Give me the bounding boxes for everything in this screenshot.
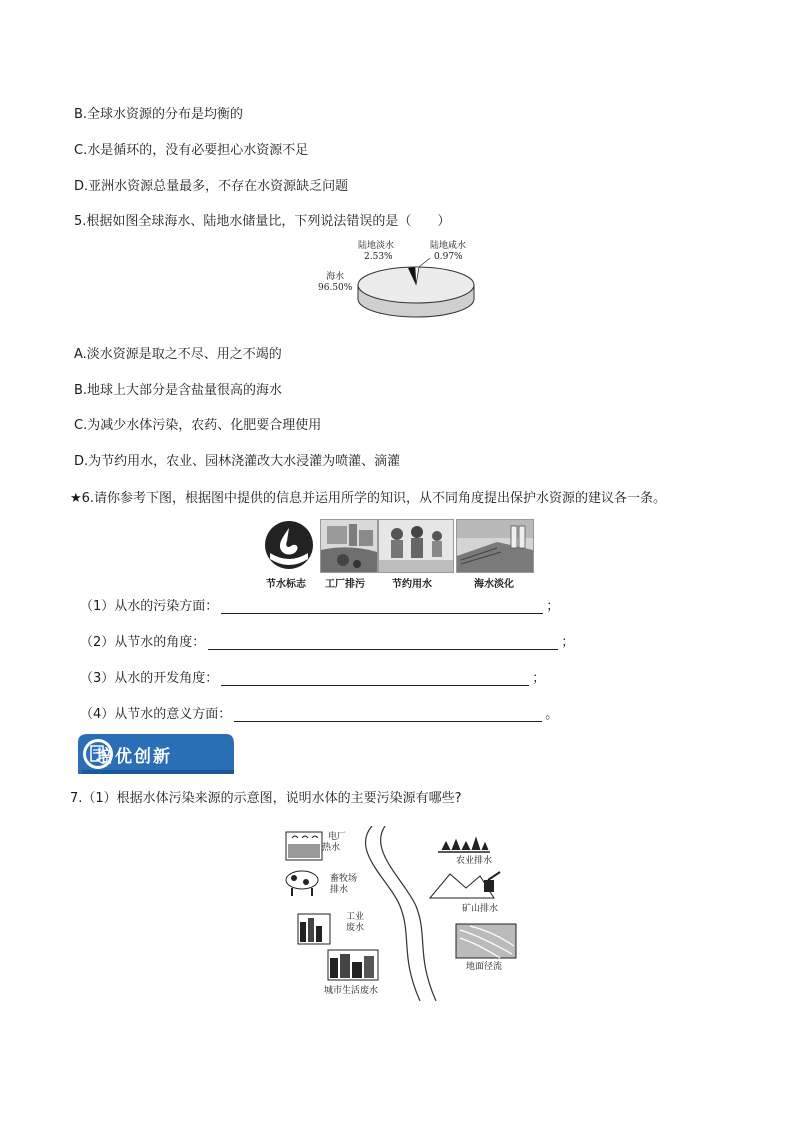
label-livestock-farm: 畜牧场 排水	[330, 874, 358, 895]
blank-3: （3）从水的开发角度： ；	[80, 671, 546, 686]
q5-option-d: D.为节约用水，农业、园林浇灌改大水浸灌为喷灌、滴灌	[74, 454, 401, 469]
option-c-prev: C.水是循环的，没有必要担心水资源不足	[74, 143, 309, 158]
answer-blank-3[interactable]	[221, 671, 529, 686]
question-6-stem: ★6.请你参考下图，根据图中提供的信息并运用所学的知识，从不同角度提出保护水资源的建议各一条。	[70, 491, 667, 506]
question-5-stem: 5.根据如图全球海水、陆地水储量比，下列说法错误的是（ ）	[74, 214, 451, 229]
save-water-image	[378, 519, 454, 573]
q5-option-a: A.淡水资源是取之不尽、用之不竭的	[74, 347, 282, 362]
label-power-plant: 电厂 热水	[322, 832, 347, 853]
mine-icon	[430, 872, 500, 898]
caption-desalination: 海水淡化	[474, 579, 514, 590]
caption-save-water: 节约用水	[392, 579, 432, 590]
option-b-prev: B.全球水资源的分布是均衡的	[74, 107, 244, 122]
factory-pollution-image	[320, 519, 378, 573]
option-d-prev: D.亚洲水资源总量最多，不存在水资源缺乏问题	[74, 179, 349, 194]
answer-blank-4[interactable]	[234, 707, 542, 722]
q5-option-b: B.地球上大部分是含盐量很高的海水	[74, 383, 283, 398]
caption-water-saving-logo: 节水标志	[266, 579, 306, 590]
label-runoff: 地面径流	[466, 962, 503, 972]
answer-blank-1[interactable]	[221, 599, 543, 614]
cow-icon	[286, 871, 318, 889]
label-city-wastewater: 城市生活废水	[324, 986, 379, 996]
question-7-stem: 7.（1）根据水体污染来源的示意图，说明水体的主要污染源有哪些?	[70, 791, 462, 806]
caption-factory-pollution: 工厂排污	[325, 579, 365, 590]
blank-1: （1）从水的污染方面： ；	[80, 599, 560, 614]
label-industry: 工业 废水	[346, 912, 365, 933]
label-mine: 矿山排水	[462, 904, 499, 914]
pie-label-sea: 海水 96.50%	[318, 272, 353, 293]
desalination-image	[456, 519, 534, 573]
water-saving-logo-image	[260, 519, 318, 571]
blank-4: （4）从节水的意义方面： 。	[80, 707, 559, 722]
q5-option-c: C.为减少水体污染，农药、化肥要合理使用	[74, 418, 322, 433]
blank-2: （2）从节水的角度： ；	[80, 635, 575, 650]
pie-label-fresh: 陆地淡水 2.53%	[358, 241, 395, 262]
answer-blank-2[interactable]	[208, 635, 558, 650]
agriculture-icon	[438, 838, 490, 852]
section-title: 培优创新	[96, 747, 172, 767]
label-agriculture: 农业排水	[456, 856, 493, 866]
pie-label-salt: 陆地咸水 0.97%	[430, 241, 467, 262]
